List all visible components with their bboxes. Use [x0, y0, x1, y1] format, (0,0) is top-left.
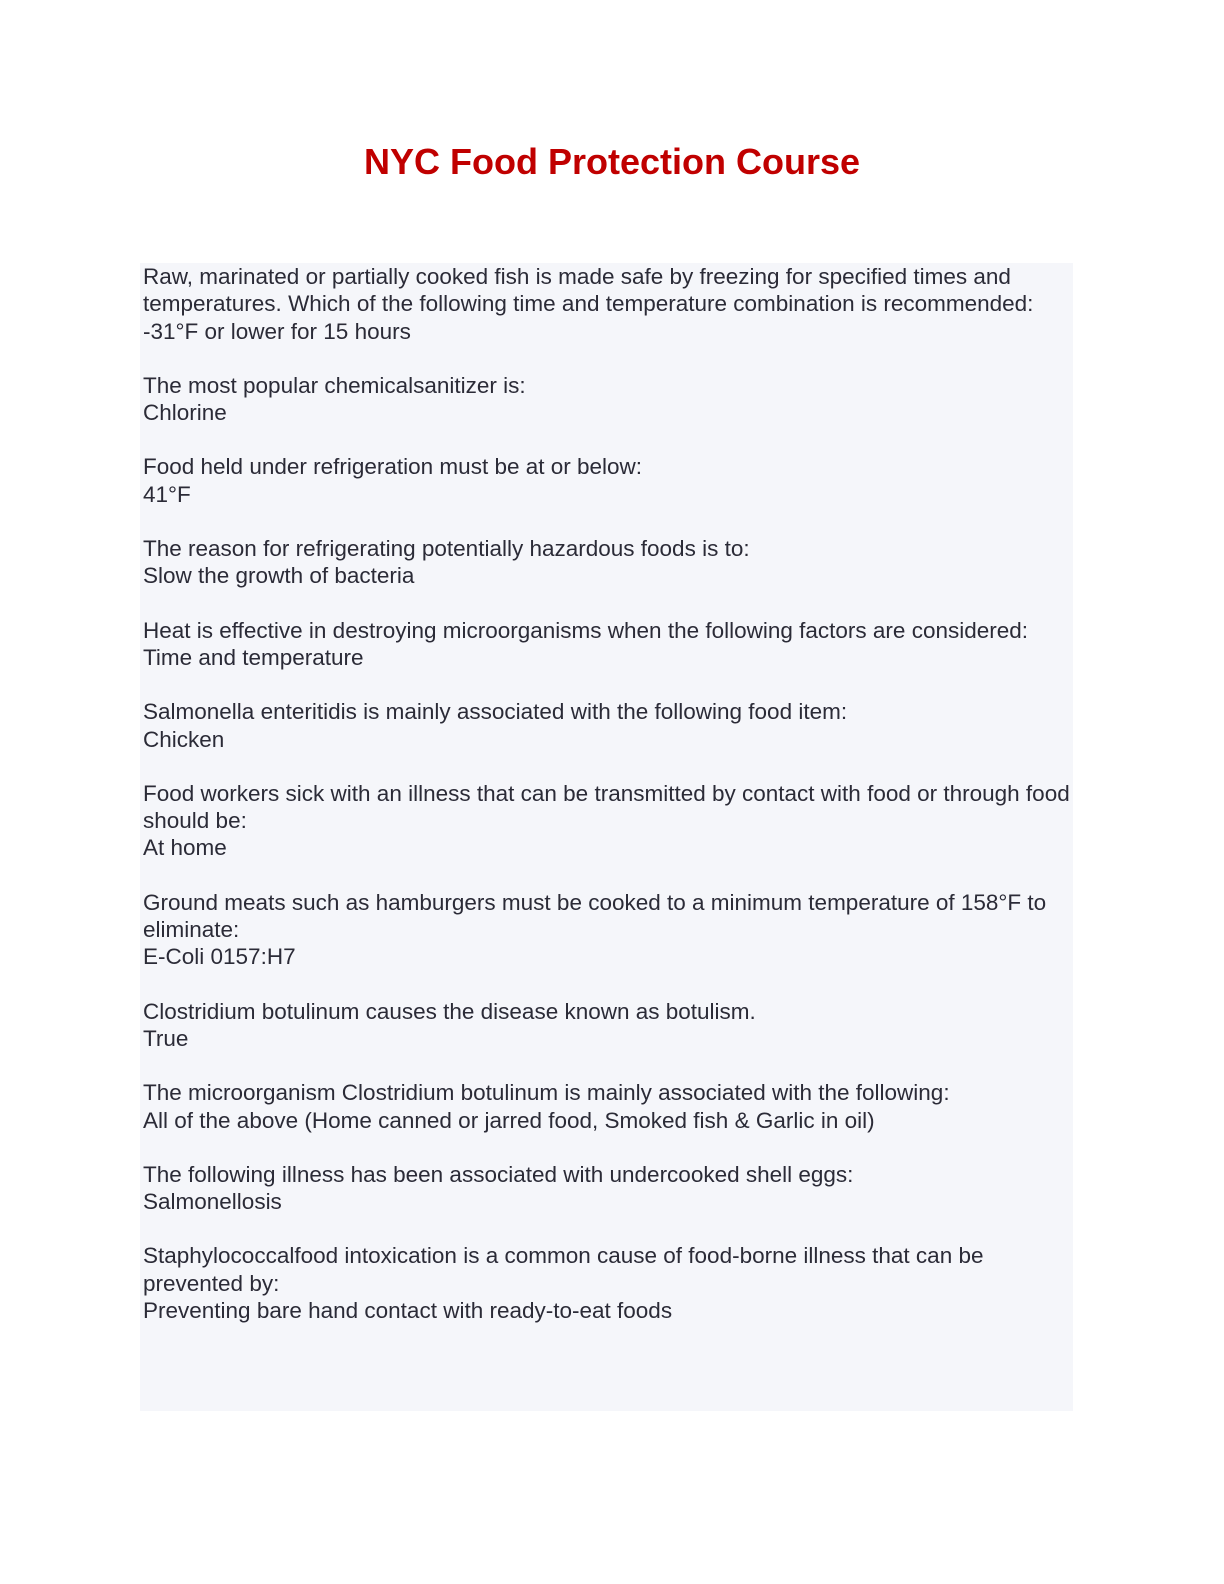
question-text: The most popular chemicalsanitizer is: — [143, 372, 526, 398]
answer-text: Preventing bare hand contact with ready-to-eat foods — [143, 1298, 673, 1324]
qa-item-7 — [143, 780, 1073, 862]
page-title: NYC Food Protection Course — [363, 141, 861, 182]
answer-text: True — [143, 1025, 189, 1051]
question-text: The reason for refrigerating potentially hazardous foods is to: — [143, 536, 750, 562]
answer-text: All of the above (Home canned or jarred food, Smoked fish & Garlic in oil) — [143, 1107, 875, 1133]
question-text: Food held under refrigeration must be at or below: — [143, 454, 643, 480]
qa-item-2 — [143, 372, 1073, 427]
qa-item-4 — [143, 535, 1073, 590]
qa-item-9 — [143, 998, 1073, 1053]
question-text: Clostridium botulinum causes the disease known as botulism. — [143, 998, 756, 1024]
question-text: Ground meats such as hamburgers must be cooked to a minimum temperature of 158°F to eliminate: — [143, 889, 1047, 943]
qa-item-1 — [143, 263, 1073, 345]
question-text: Food workers sick with an illness that can be transmitted by contact with food or through food should be: — [143, 780, 1070, 834]
answer-text: At home — [143, 835, 227, 861]
qa-panel — [140, 263, 1073, 1411]
qa-item-6 — [143, 698, 1073, 753]
qa-item-10 — [143, 1079, 1073, 1134]
qa-item-11 — [143, 1161, 1073, 1216]
qa-item-8 — [143, 889, 1073, 971]
question-text: The microorganism Clostridium botulinum is mainly associated with the following: — [143, 1080, 950, 1106]
answer-text: E-Coli 0157:H7 — [143, 944, 296, 970]
qa-item-3 — [143, 453, 1073, 508]
answer-text: Chlorine — [143, 400, 227, 426]
qa-item-5 — [143, 617, 1073, 672]
question-text: The following illness has been associated with undercooked shell eggs: — [143, 1161, 854, 1187]
question-text: Heat is effective in destroying microorganisms when the following factors are considered: — [143, 617, 1029, 643]
answer-text: Time and temperature — [143, 644, 364, 670]
answer-text: 41°F — [143, 481, 191, 507]
answer-text: Slow the growth of bacteria — [143, 563, 415, 589]
question-text: Raw, marinated or partially cooked fish is made safe by freezing for specified times and temperatures. Which of the following time and temperature combination is recommended: — [143, 264, 1034, 317]
qa-item-12 — [143, 1242, 1073, 1324]
question-text: Salmonella enteritidis is mainly associated with the following food item: — [143, 699, 848, 725]
answer-text: Chicken — [143, 726, 225, 752]
answer-text: -31°F or lower for 15 hours — [143, 318, 411, 344]
question-text: Staphylococcalfood intoxication is a common cause of food-borne illness that can be prevented by: — [143, 1243, 984, 1296]
answer-text: Salmonellosis — [143, 1189, 282, 1215]
